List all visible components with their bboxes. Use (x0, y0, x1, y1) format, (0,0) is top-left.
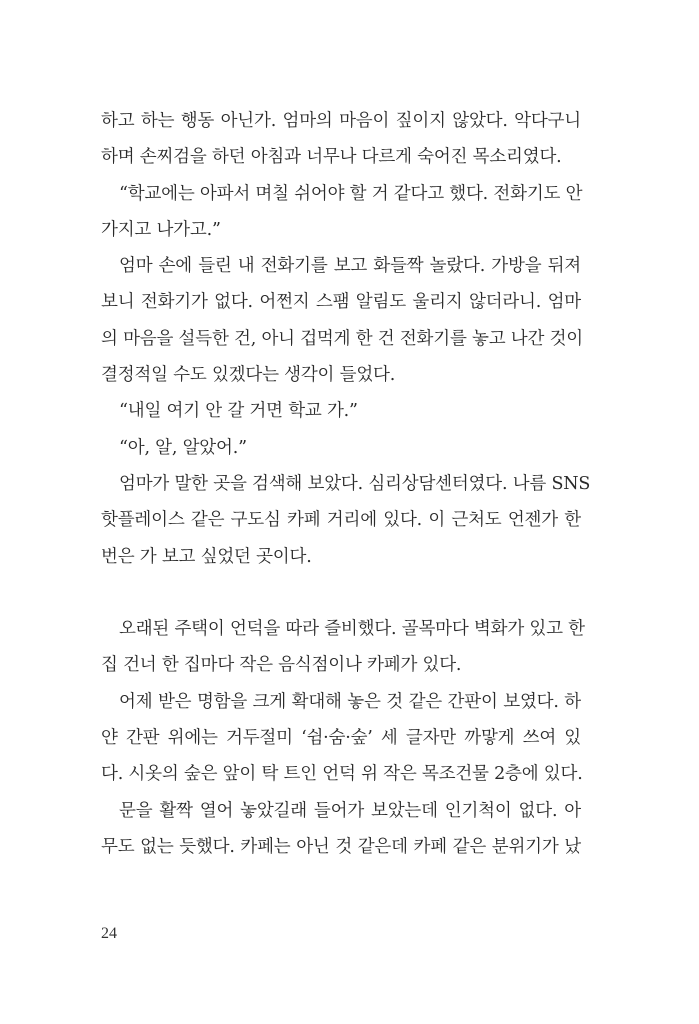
text-line: 다. 시옷의 숲은 앞이 탁 트인 언덕 위 작은 목조건물 2층에 있다. (101, 764, 583, 785)
text-line: “학교에는 아파서 며칠 쉬어야 할 거 같다고 했다. 전화기도 안 (119, 183, 583, 204)
text-line: “내일 여기 안 갈 거면 학교 가.” (119, 401, 358, 422)
section-break (101, 575, 581, 611)
text-line: 문을 활짝 열어 놓았길래 들어가 보았는데 인기척이 없다. 아 (119, 800, 581, 821)
body-text (101, 103, 591, 865)
text-line: 얀 간판 위에는 거두절미 ‘쉼·숨·숲’ 세 글자만 까맣게 쓰여 있 (101, 728, 581, 749)
text-line: 엄마 손에 들린 내 전화기를 보고 화들짝 놀랐다. 가방을 뒤져 (119, 256, 581, 277)
page-number: 24 (101, 925, 117, 942)
text-line: 가지고 나가고.” (101, 219, 221, 240)
text-line: 하고 하는 행동 아닌가. 엄마의 마음이 짚이지 않았다. 악다구니 (101, 111, 581, 131)
text-line: 집 건너 한 집마다 작은 음식점이나 카페가 있다. (101, 655, 462, 676)
text-line: 어제 받은 명함을 크게 확대해 놓은 것 같은 간판이 보였다. 하 (119, 691, 581, 712)
text-line: 결정적일 수도 있겠다는 생각이 들었다. (101, 365, 396, 386)
text-line: 보니 전화기가 없다. 어쩐지 스팸 알림도 울리지 않더라니. 엄마 (101, 292, 581, 313)
text-line: 핫플레이스 같은 구도심 카페 거리에 있다. 이 근처도 언젠가 한 (101, 510, 581, 531)
text-line: 엄마가 말한 곳을 검색해 보았다. 심리상담센터였다. 나름 SNS (119, 473, 591, 494)
text-line: 무도 없는 듯했다. 카페는 아닌 것 같은데 카페 같은 분위기가 났 (101, 836, 581, 857)
text-line: “아, 알, 알았어.” (119, 437, 247, 458)
text-line: 의 마음을 설득한 건, 아니 겁먹게 한 건 전화기를 놓고 나간 것이 (101, 328, 583, 349)
text-line: 번은 가 보고 싶었던 곳이다. (101, 546, 312, 567)
text-line: 하며 손찌검을 하던 아침과 너무나 다르게 숙어진 목소리였다. (101, 147, 562, 168)
text-line: 오래된 주택이 언덕을 따라 즐비했다. 골목마다 벽화가 있고 한 (119, 619, 585, 640)
